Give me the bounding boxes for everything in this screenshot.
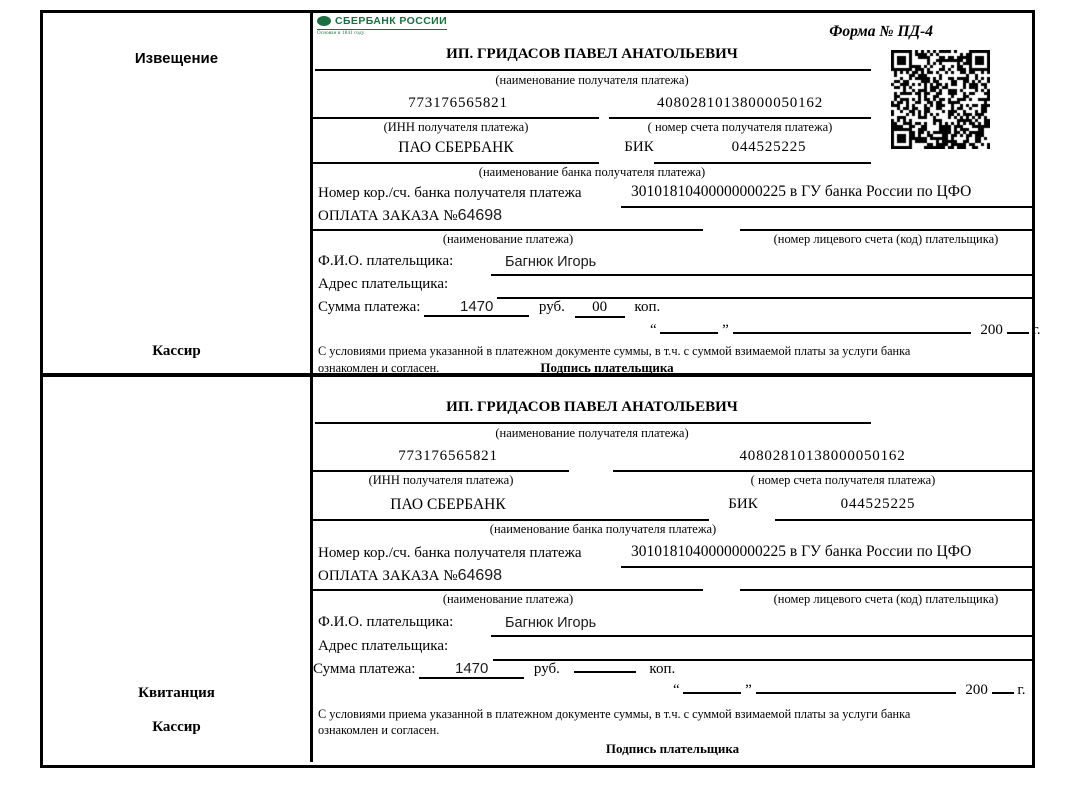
recipient-account: 40802810138000050162 [657,95,823,111]
terms-line1: С условиями приема указанной в платежном документе суммы, в т.ч. с суммой взимаемой платы за услуги банка [318,344,911,358]
recipient-account-caption: ( номер счета получателя платежа) [647,120,833,134]
date-month-field [756,692,956,694]
notice-form-body [313,13,1041,375]
recipient-name: ИП. ГРИДАСОВ ПАВЕЛ АНАТОЛЬЕВИЧ [446,46,738,62]
payment-purpose-caption: (наименование платежа) [442,232,574,246]
field-underline [740,229,1032,231]
year-prefix: 200 [965,682,988,698]
year-prefix: 200 [980,322,1003,338]
payment-purpose-caption: (наименование платежа) [442,592,574,606]
notice-left-cell [43,13,313,373]
corr-account-value: 30101810400000000225 в ГУ банка России по ЦФО [631,183,972,200]
quote-open: “ [650,322,657,338]
field-underline [313,470,569,472]
payment-purpose-prefix: ОПЛАТА ЗАКАЗА № [318,208,458,224]
corr-account-label: Номер кор./сч. банка получателя платежа [318,185,582,201]
sberbank-logo-tagline: Основан в 1841 году [317,30,365,36]
bik-label: БИК [624,139,654,155]
receipt-left-cell [43,377,313,762]
field-underline [315,69,871,71]
sum-row [313,660,675,679]
year-suffix: г. [1032,322,1041,338]
field-underline [491,635,1032,637]
receipt-cashier-label: Кассир [152,719,201,735]
receipt-label: Квитанция [138,685,215,701]
bik-label: БИК [728,496,758,512]
payment-purpose-prefix: ОПЛАТА ЗАКАЗА № [318,568,458,584]
amount-rub-field: 1470 [424,298,529,317]
payment-purpose [318,567,502,585]
amount-rub-field: 1470 [419,660,524,679]
order-number: 64698 [457,567,503,584]
sum-label: Сумма платежа: [313,661,416,677]
recipient-inn: 773176565821 [398,448,498,464]
year-field [1007,332,1029,334]
corr-account-value: 30101810400000000225 в ГУ банка России по ЦФО [631,543,972,560]
order-number: 64698 [457,207,503,224]
qr-code [891,50,990,149]
field-underline [654,162,871,164]
recipient-bank-caption: (наименование банка получателя платежа) [478,165,706,179]
terms-line1: С условиями приема указанной в платежном документе суммы, в т.ч. с суммой взимаемой платы за услуги банка [318,707,911,721]
recipient-inn-caption: (ИНН получателя платежа) [383,120,529,134]
field-underline [740,589,1032,591]
field-underline [313,162,599,164]
date-row [650,322,1041,339]
recipient-inn-caption: (ИНН получателя платежа) [368,473,514,487]
date-day-field [683,692,741,694]
field-underline [775,519,1032,521]
quote-close: ” [722,322,729,338]
payer-address-label: Адрес плательщика: [318,276,449,292]
field-underline [491,274,1032,276]
payment-purpose [318,207,502,225]
field-underline [609,117,871,119]
pd4-form [40,10,1041,768]
payer-name-value: Багнюк Игорь [505,615,597,631]
field-underline [313,229,703,231]
notice-cashier-label: Кассир [152,343,201,359]
recipient-bank: ПАО СБЕРБАНК [390,496,506,513]
sberbank-logo-text: СБЕРБАНК РОССИИ [335,15,448,27]
terms-line2: ознакомлен и согласен. [318,723,440,737]
terms-line2: ознакомлен и согласен. [318,361,440,375]
sberbank-coin-icon [317,16,331,26]
corr-account-label: Номер кор./сч. банка получателя платежа [318,545,582,561]
recipient-account: 40802810138000050162 [739,448,906,464]
payer-address-label: Адрес плательщика: [318,638,449,654]
field-underline [621,566,1032,568]
receipt-form-body [313,377,1032,762]
sum-label: Сумма платежа: [318,299,421,315]
date-month-field [733,332,971,334]
recipient-inn: 773176565821 [408,95,508,111]
kop-label: коп. [634,299,661,315]
field-underline [313,519,709,521]
year-suffix: г. [1017,682,1026,698]
rub-label: руб. [533,661,560,677]
field-underline [313,589,703,591]
bik-value: 044525225 [840,496,916,512]
personal-account-caption: (номер лицевого счета (код) плательщика) [773,232,999,246]
recipient-name-caption: (наименование получателя платежа) [495,426,689,440]
notice-label: Извещение [134,50,219,67]
personal-account-caption: (номер лицевого счета (код) плательщика) [773,592,999,606]
amount-kop-field [574,671,636,673]
rub-label: руб. [538,299,565,315]
payer-name-label: Ф.И.О. плательщика: [318,253,454,269]
sum-row [318,298,660,318]
recipient-bank: ПАО СБЕРБАНК [398,139,514,156]
notice-section [43,13,1041,377]
signature-label: Подпись плательщика [605,741,740,756]
field-underline [613,470,1032,472]
recipient-account-caption: ( номер счета получателя платежа) [750,473,936,487]
quote-close: ” [745,682,752,698]
amount-kop-field: 00 [575,299,625,318]
bik-value: 044525225 [731,139,807,155]
sberbank-logo [317,16,447,36]
kop-label: коп. [649,661,676,677]
field-underline [315,422,871,424]
terms-line2-row [318,360,674,376]
form-number-label: Форма № ПД-4 [829,23,933,40]
signature-label: Подпись плательщика [540,360,674,375]
date-row [673,682,1026,699]
quote-open: “ [673,682,680,698]
recipient-name-caption: (наименование получателя платежа) [495,73,689,87]
recipient-name: ИП. ГРИДАСОВ ПАВЕЛ АНАТОЛЬЕВИЧ [446,399,738,415]
field-underline [621,206,1032,208]
payer-name-value: Багнюк Игорь [505,254,597,270]
receipt-section [43,377,1032,762]
year-field [992,692,1014,694]
payer-name-label: Ф.И.О. плательщика: [318,614,454,630]
field-underline [313,117,599,119]
recipient-bank-caption: (наименование банка получателя платежа) [489,522,717,536]
date-day-field [660,332,718,334]
